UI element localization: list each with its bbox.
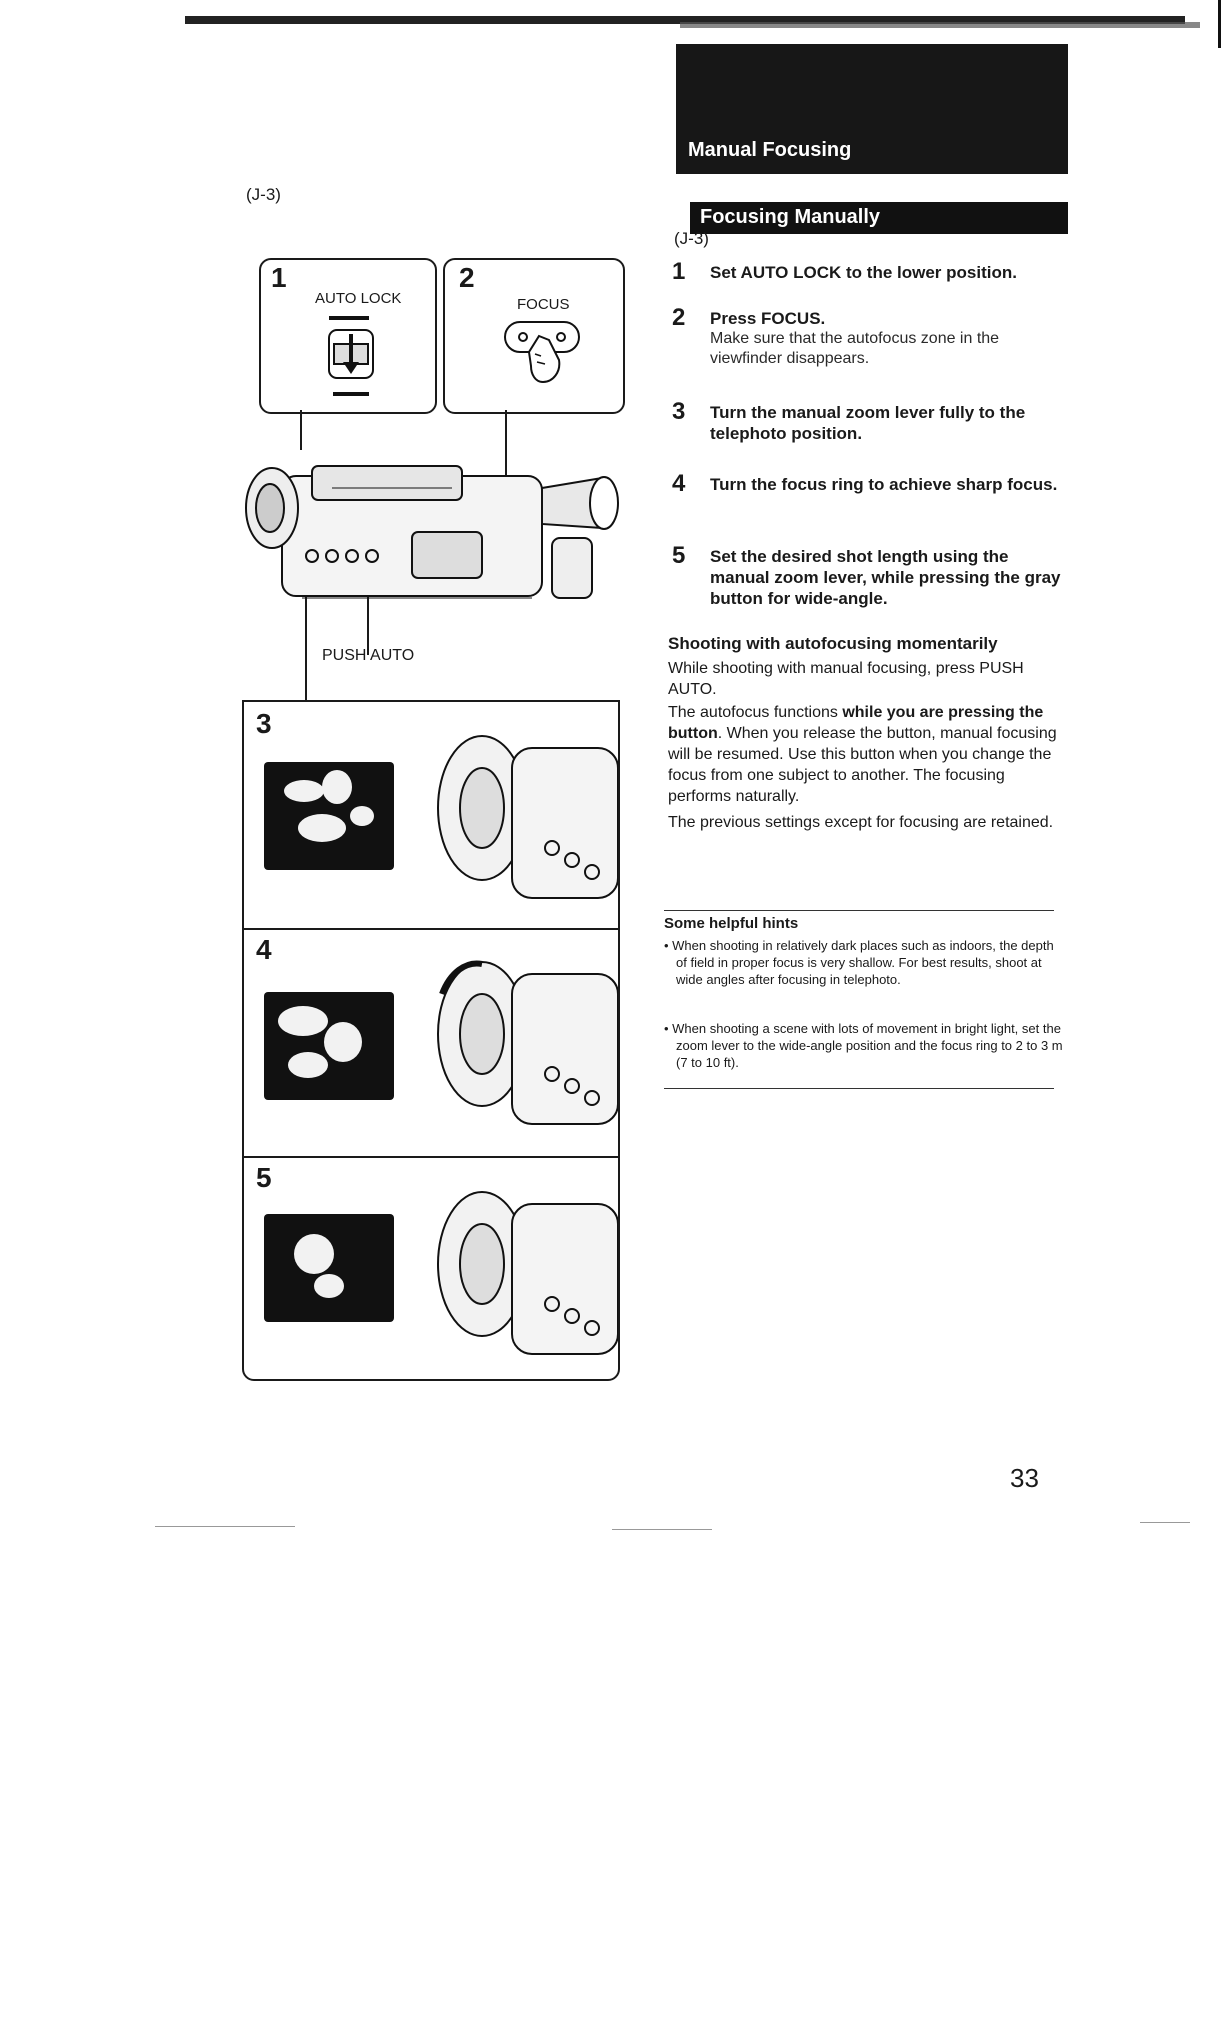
- hint-item: • When shooting a scene with lots of movement in bright light, set the zoom lever to the wide-angle position and the focus ring to 2 to 3 m (7 to 10 ft).: [664, 1021, 1063, 1070]
- step-number: 4: [672, 470, 686, 497]
- section-title: Manual Focusing: [688, 139, 852, 161]
- step-title: Set the desired shot length using the manual zoom lever, while pressing the gray button for wide-angle.: [710, 547, 1061, 608]
- illustration-panel-1: [259, 258, 437, 414]
- page-number: 33: [1010, 1463, 1039, 1493]
- panel-number: 5: [256, 1162, 272, 1193]
- text-span: The autofocus functions: [668, 704, 843, 721]
- step-4: [670, 470, 1070, 497]
- step-5: [670, 542, 1070, 609]
- step-number: 1: [672, 258, 686, 285]
- camcorder-illustration: [242, 448, 622, 628]
- panel-divider: [244, 928, 618, 930]
- hint-item: • When shooting in relatively dark places such as indoors, the depth of field in proper focus is very shallow. For best results, shoot at wide angles after focusing in telephoto.: [664, 938, 1054, 987]
- hints-top-rule: [664, 910, 1054, 911]
- illustration-panel-2: [443, 258, 625, 414]
- step-title: Turn the manual zoom lever fully to the telephoto position.: [710, 403, 1026, 443]
- step-title: Press FOCUS.: [710, 309, 826, 328]
- viewfinder-image: [264, 992, 394, 1100]
- section-header: [676, 44, 1068, 174]
- top-border-shadow: [680, 22, 1200, 28]
- focus-button-hand-icon: [499, 316, 589, 396]
- connector-line: [300, 410, 302, 450]
- camcorder-zoom-illustration: [422, 708, 618, 913]
- step-body: Make sure that the autofocus zone in the viewfinder disappears.: [710, 330, 1000, 367]
- auto-lock-label: AUTO LOCK: [315, 290, 402, 307]
- shooting-paragraph-2: [668, 702, 1060, 807]
- step-number: 3: [672, 398, 686, 425]
- step-number: 5: [672, 542, 686, 569]
- shooting-section-title: Shooting with autofocusing momentarily: [668, 634, 998, 653]
- panel-number: 4: [256, 934, 272, 965]
- scan-artifact: [1140, 1522, 1190, 1523]
- focus-label: FOCUS: [517, 296, 570, 313]
- step-number: 2: [672, 304, 686, 331]
- hints-bottom-rule: [664, 1088, 1054, 1089]
- step-3: [670, 398, 1070, 444]
- panel-divider: [244, 1156, 618, 1158]
- camcorder-wide-angle-illustration: [422, 1164, 618, 1369]
- step-1: [670, 258, 1070, 285]
- illustration-steps-3-5: [242, 700, 620, 1381]
- step-title: Turn the focus ring to achieve sharp focus.: [710, 475, 1058, 494]
- figure-reference-right: (J-3): [674, 229, 709, 248]
- subsection-title: Focusing Manually: [700, 206, 881, 228]
- auto-lock-switch-icon: [311, 312, 401, 402]
- figure-reference-left: (J-3): [246, 185, 281, 204]
- scan-artifact: [155, 1526, 295, 1527]
- viewfinder-image: [264, 762, 394, 870]
- shooting-paragraph-1: While shooting with manual focusing, press PUSH AUTO.: [668, 660, 1024, 698]
- text-span: . When you release the button, manual focusing will be resumed. Use this button when you change the focus from one subject to another. The focusing performs naturally.: [668, 725, 1057, 805]
- subsection-header: [690, 202, 1068, 234]
- emphasis-text: while you are pressing the button: [668, 704, 1044, 742]
- step-2: [670, 304, 1070, 369]
- shooting-paragraph-3: The previous settings except for focusing are retained.: [668, 814, 1054, 831]
- camcorder-focus-ring-illustration: [422, 934, 618, 1139]
- push-auto-label: PUSH AUTO: [322, 647, 415, 664]
- panel-number: 1: [271, 262, 287, 293]
- step-title: Set AUTO LOCK to the lower position.: [710, 263, 1017, 282]
- scan-artifact: [612, 1529, 712, 1530]
- panel-number: 2: [459, 262, 475, 293]
- panel-number: 3: [256, 708, 272, 739]
- hints-title: Some helpful hints: [664, 915, 799, 932]
- viewfinder-image: [264, 1214, 394, 1322]
- page-edge-mark: [1218, 0, 1221, 48]
